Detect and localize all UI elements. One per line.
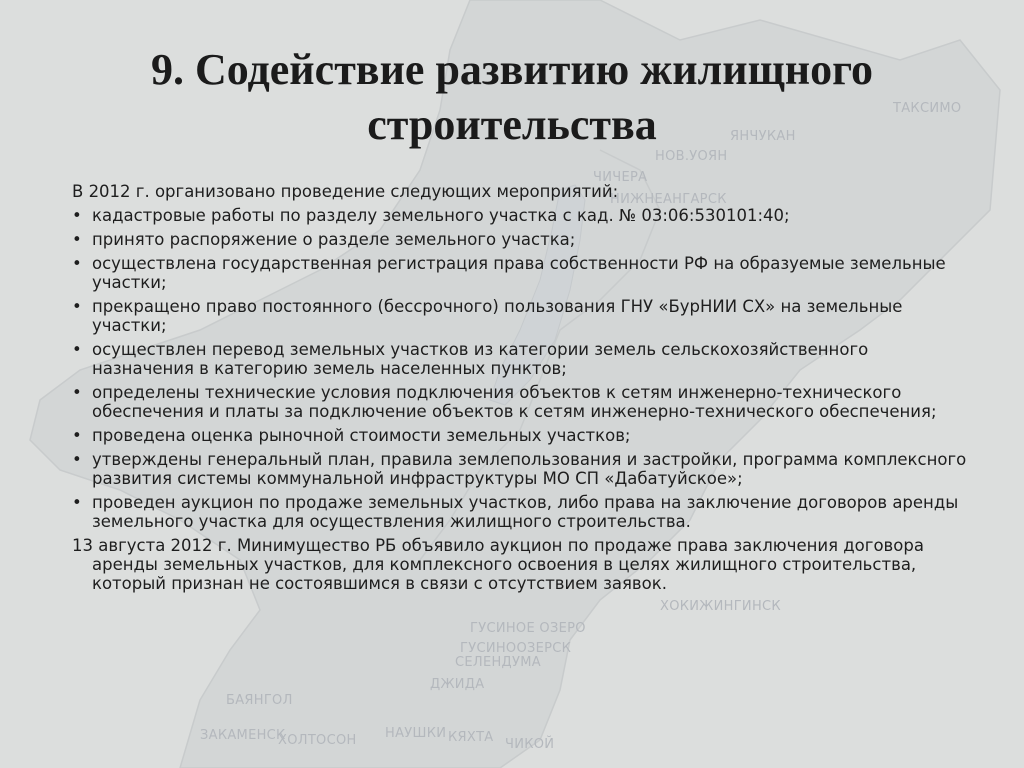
map-label: ХОЛТОСОН (278, 733, 357, 748)
map-label: ГУСИНООЗЕРСК (460, 641, 572, 656)
list-item-text: кадастровые работы по разделу земельного участка с кад. № 03:06:530101:40; (92, 206, 790, 225)
map-label: ЧИКОЙ (505, 737, 555, 752)
map-label: ЗАКАМЕНСК (200, 728, 286, 743)
measures-list (72, 206, 972, 531)
slide-title-line-1: 9. Содействие развитию жилищного (151, 45, 873, 94)
slide-title (40, 42, 984, 152)
slide-body (72, 182, 972, 593)
list-item-text: осуществлена государственная регистрация права собственности РФ на образуемые земельные участки; (92, 254, 946, 292)
list-item (72, 383, 972, 421)
map-label: ТАКСИМО (893, 101, 962, 116)
map-label: НИЖНЕАНГАРСК (610, 192, 727, 207)
list-item (72, 230, 972, 249)
intro-text: В 2012 г. организовано проведение следующих мероприятий: (72, 182, 619, 201)
slide-title-line-2: строительства (367, 100, 657, 149)
closing-text: 13 августа 2012 г. Минимущество РБ объявило аукцион по продаже права заключения договора аренды земельных участков, для комплексного освоения в целях жилищного строительства, который признан не состоявшимся в связи с отсутствием заявок. (72, 536, 924, 593)
map-label: ЯНЧУКАН (730, 129, 796, 144)
list-item (72, 206, 972, 225)
list-item (72, 297, 972, 335)
bullet: • (72, 450, 82, 469)
list-item-text: проведен аукцион по продаже земельных участков, либо права на заключение договоров аренды земельного участка для осуществления жилищного строительства. (92, 493, 959, 531)
bullet: • (72, 206, 82, 225)
list-item-text: утверждены генеральный план, правила землепользования и застройки, программа комплексного развития системы коммунальной инфраструктуры МО СП «Дабатуйское»; (92, 450, 967, 488)
list-item (72, 493, 972, 531)
map-label: НОВ.УОЯН (655, 149, 728, 164)
bullet: • (72, 383, 82, 402)
list-item-text: осуществлен перевод земельных участков из категории земель сельскохозяйственного назначения в категорию земель населенных пунктов; (92, 340, 869, 378)
bullet: • (72, 426, 82, 445)
map-label: НАУШКИ (385, 726, 447, 741)
map-label: КЯХТА (448, 730, 494, 745)
map-label: БАЯНГОЛ (226, 693, 293, 708)
map-label: ХОКИЖИНГИНСК (660, 599, 781, 614)
list-item-text: прекращено право постоянного (бессрочного) пользования ГНУ «БурНИИ СХ» на земельные участки; (92, 297, 903, 335)
list-item-text: проведена оценка рыночной стоимости земельных участков; (92, 426, 631, 445)
map-label: ДЖИДА (430, 677, 485, 692)
list-item-text: принято распоряжение о разделе земельного участка; (92, 230, 576, 249)
map-label: ЧИЧЕРА (593, 170, 648, 185)
bullet: • (72, 493, 82, 512)
list-item (72, 340, 972, 378)
list-item (72, 254, 972, 292)
list-item (72, 450, 972, 488)
bullet: • (72, 297, 82, 316)
map-label: ГУСИНОЕ ОЗЕРО (470, 621, 586, 636)
bullet: • (72, 254, 82, 273)
list-item (72, 426, 972, 445)
map-label: СЕЛЕНДУМА (455, 655, 541, 670)
bullet: • (72, 230, 82, 249)
bullet: • (72, 340, 82, 359)
list-item-text: определены технические условия подключения объектов к сетям инженерно-технического обеспечения и платы за подключение объектов к сетям инженерно-технического обеспечения; (92, 383, 937, 421)
